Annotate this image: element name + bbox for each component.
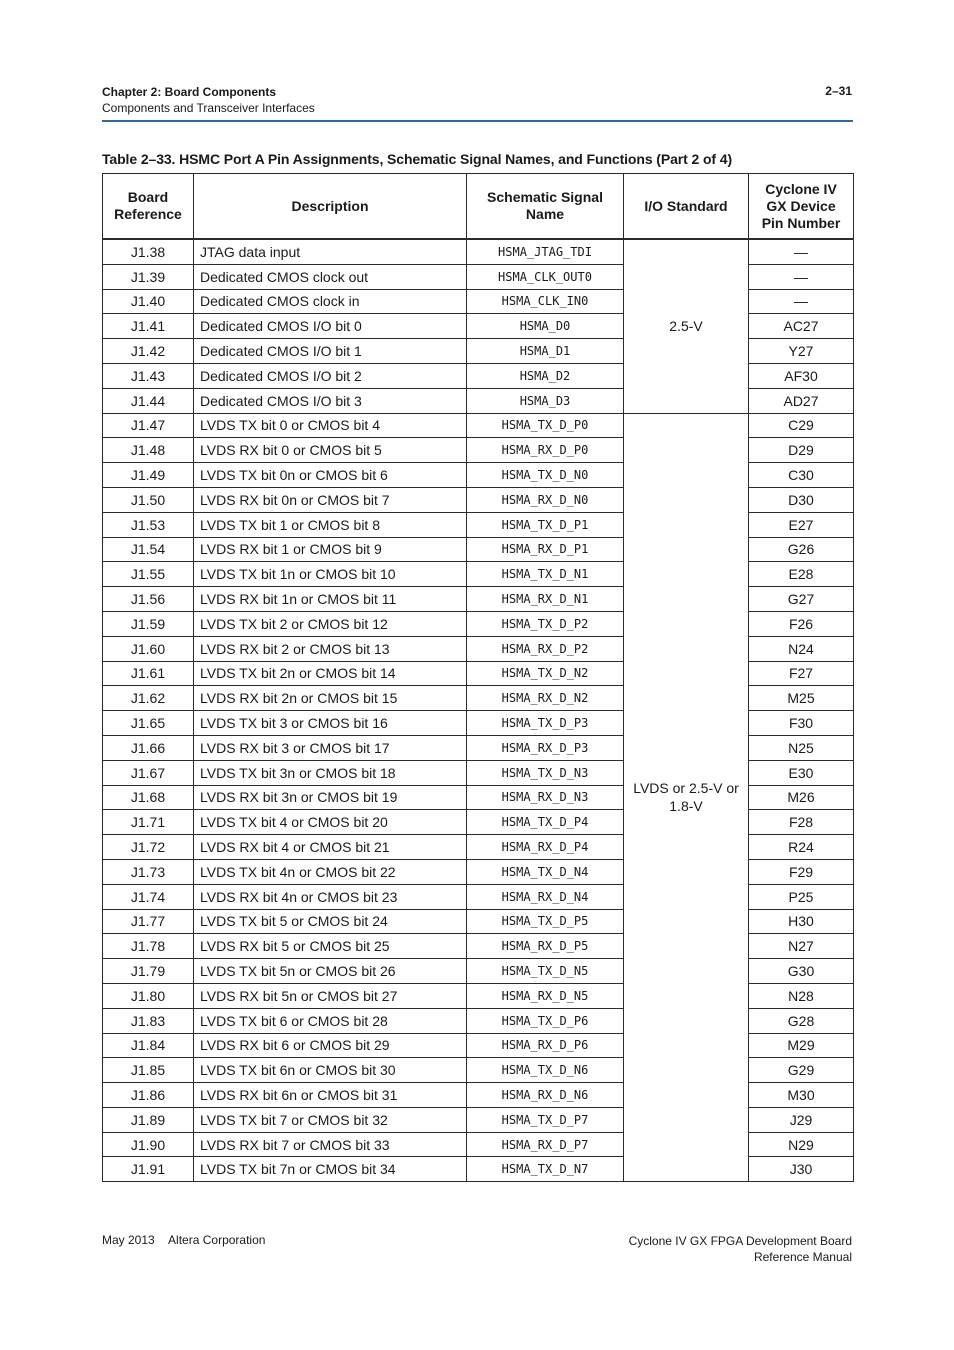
board-reference-cell: J1.73: [103, 859, 194, 884]
board-reference-cell: J1.80: [103, 983, 194, 1008]
col-header-io-standard: I/O Standard: [624, 174, 749, 240]
pin-assignment-table: [102, 173, 854, 1182]
description-cell: LVDS TX bit 0 or CMOS bit 4: [194, 413, 467, 438]
signal-name-cell: HSMA_RX_D_P5: [467, 934, 624, 959]
signal-name-cell: HSMA_TX_D_P3: [467, 711, 624, 736]
pin-number-cell: —: [749, 239, 854, 264]
page-footer-right: [629, 1233, 852, 1265]
table-body: [103, 239, 854, 1182]
board-reference-cell: J1.85: [103, 1058, 194, 1083]
signal-name-cell: HSMA_TX_D_N7: [467, 1157, 624, 1182]
description-cell: Dedicated CMOS I/O bit 1: [194, 339, 467, 364]
pin-number-cell: G28: [749, 1008, 854, 1033]
board-reference-cell: J1.67: [103, 760, 194, 785]
description-cell: LVDS RX bit 5n or CMOS bit 27: [194, 983, 467, 1008]
page-number: 2–31: [825, 84, 852, 98]
pin-number-cell: F28: [749, 810, 854, 835]
description-cell: Dedicated CMOS I/O bit 3: [194, 388, 467, 413]
description-cell: LVDS TX bit 0n or CMOS bit 6: [194, 463, 467, 488]
board-reference-cell: J1.71: [103, 810, 194, 835]
pin-number-cell: R24: [749, 835, 854, 860]
signal-name-cell: HSMA_RX_D_P7: [467, 1132, 624, 1157]
io-standard-cell: LVDS or 2.5-V or 1.8-V: [624, 413, 749, 1182]
board-reference-cell: J1.83: [103, 1008, 194, 1033]
pin-number-cell: AF30: [749, 363, 854, 388]
signal-name-cell: HSMA_RX_D_P0: [467, 438, 624, 463]
board-reference-cell: J1.84: [103, 1033, 194, 1058]
pin-number-cell: M26: [749, 785, 854, 810]
signal-name-cell: HSMA_CLK_IN0: [467, 289, 624, 314]
pin-number-cell: N28: [749, 983, 854, 1008]
description-cell: LVDS RX bit 2 or CMOS bit 13: [194, 636, 467, 661]
pin-number-cell: F30: [749, 711, 854, 736]
col-header-pin-number: Cyclone IV GX Device Pin Number: [749, 174, 854, 240]
pin-number-cell: C30: [749, 463, 854, 488]
signal-name-cell: HSMA_TX_D_N3: [467, 760, 624, 785]
description-cell: LVDS TX bit 6 or CMOS bit 28: [194, 1008, 467, 1033]
pin-number-cell: C29: [749, 413, 854, 438]
table-header-row: [103, 174, 854, 240]
board-reference-cell: J1.48: [103, 438, 194, 463]
signal-name-cell: HSMA_RX_D_P3: [467, 735, 624, 760]
pin-number-cell: G27: [749, 587, 854, 612]
board-reference-cell: J1.53: [103, 512, 194, 537]
pin-number-cell: N27: [749, 934, 854, 959]
signal-name-cell: HSMA_RX_D_N0: [467, 487, 624, 512]
signal-name-cell: HSMA_JTAG_TDI: [467, 239, 624, 264]
description-cell: LVDS RX bit 7 or CMOS bit 33: [194, 1132, 467, 1157]
signal-name-cell: HSMA_TX_D_P5: [467, 909, 624, 934]
description-cell: LVDS RX bit 2n or CMOS bit 15: [194, 686, 467, 711]
table-row: [103, 239, 854, 264]
footer-doc-subtitle: Reference Manual: [753, 1250, 852, 1264]
pin-number-cell: F29: [749, 859, 854, 884]
signal-name-cell: HSMA_RX_D_P4: [467, 835, 624, 860]
pin-number-cell: N25: [749, 735, 854, 760]
signal-name-cell: HSMA_RX_D_N1: [467, 587, 624, 612]
signal-name-cell: HSMA_TX_D_N4: [467, 859, 624, 884]
pin-number-cell: G29: [749, 1058, 854, 1083]
board-reference-cell: J1.66: [103, 735, 194, 760]
board-reference-cell: J1.59: [103, 611, 194, 636]
board-reference-cell: J1.39: [103, 264, 194, 289]
board-reference-cell: J1.79: [103, 959, 194, 984]
signal-name-cell: HSMA_D1: [467, 339, 624, 364]
board-reference-cell: J1.78: [103, 934, 194, 959]
description-cell: LVDS RX bit 5 or CMOS bit 25: [194, 934, 467, 959]
board-reference-cell: J1.49: [103, 463, 194, 488]
signal-name-cell: HSMA_TX_D_N2: [467, 661, 624, 686]
signal-name-cell: HSMA_CLK_OUT0: [467, 264, 624, 289]
pin-number-cell: N24: [749, 636, 854, 661]
board-reference-cell: J1.38: [103, 239, 194, 264]
description-cell: LVDS TX bit 4n or CMOS bit 22: [194, 859, 467, 884]
signal-name-cell: HSMA_RX_D_N2: [467, 686, 624, 711]
signal-name-cell: HSMA_D0: [467, 314, 624, 339]
signal-name-cell: HSMA_TX_D_N1: [467, 562, 624, 587]
board-reference-cell: J1.40: [103, 289, 194, 314]
pin-number-cell: E28: [749, 562, 854, 587]
description-cell: LVDS TX bit 4 or CMOS bit 20: [194, 810, 467, 835]
signal-name-cell: HSMA_TX_D_P2: [467, 611, 624, 636]
pin-number-cell: D29: [749, 438, 854, 463]
description-cell: LVDS RX bit 3 or CMOS bit 17: [194, 735, 467, 760]
signal-name-cell: HSMA_TX_D_N0: [467, 463, 624, 488]
pin-number-cell: H30: [749, 909, 854, 934]
signal-name-cell: HSMA_TX_D_P6: [467, 1008, 624, 1033]
board-reference-cell: J1.43: [103, 363, 194, 388]
description-cell: LVDS RX bit 1 or CMOS bit 9: [194, 537, 467, 562]
pin-number-cell: G30: [749, 959, 854, 984]
chapter-title: Chapter 2: Board Components: [102, 85, 277, 99]
signal-name-cell: HSMA_RX_D_P2: [467, 636, 624, 661]
description-cell: LVDS TX bit 1n or CMOS bit 10: [194, 562, 467, 587]
pin-number-cell: M25: [749, 686, 854, 711]
pin-number-cell: P25: [749, 884, 854, 909]
board-reference-cell: J1.62: [103, 686, 194, 711]
board-reference-cell: J1.56: [103, 587, 194, 612]
section-title: Components and Transceiver Interfaces: [102, 101, 315, 115]
board-reference-cell: J1.50: [103, 487, 194, 512]
board-reference-cell: J1.65: [103, 711, 194, 736]
description-cell: LVDS RX bit 4 or CMOS bit 21: [194, 835, 467, 860]
pin-number-cell: J29: [749, 1107, 854, 1132]
description-cell: LVDS TX bit 2n or CMOS bit 14: [194, 661, 467, 686]
col-header-signal-name: Schematic Signal Name: [467, 174, 624, 240]
pin-number-cell: N29: [749, 1132, 854, 1157]
board-reference-cell: J1.72: [103, 835, 194, 860]
signal-name-cell: HSMA_RX_D_N3: [467, 785, 624, 810]
table-row: [103, 413, 854, 438]
description-cell: LVDS RX bit 6 or CMOS bit 29: [194, 1033, 467, 1058]
board-reference-cell: J1.77: [103, 909, 194, 934]
signal-name-cell: HSMA_RX_D_N5: [467, 983, 624, 1008]
signal-name-cell: HSMA_TX_D_P7: [467, 1107, 624, 1132]
board-reference-cell: J1.68: [103, 785, 194, 810]
pin-number-cell: —: [749, 289, 854, 314]
page-header: [102, 84, 315, 116]
signal-name-cell: HSMA_RX_D_P6: [467, 1033, 624, 1058]
description-cell: LVDS TX bit 5n or CMOS bit 26: [194, 959, 467, 984]
description-cell: Dedicated CMOS clock in: [194, 289, 467, 314]
description-cell: Dedicated CMOS clock out: [194, 264, 467, 289]
description-cell: LVDS RX bit 4n or CMOS bit 23: [194, 884, 467, 909]
description-cell: Dedicated CMOS I/O bit 2: [194, 363, 467, 388]
header-divider: [102, 120, 853, 122]
signal-name-cell: HSMA_D3: [467, 388, 624, 413]
description-cell: LVDS RX bit 0n or CMOS bit 7: [194, 487, 467, 512]
board-reference-cell: J1.54: [103, 537, 194, 562]
board-reference-cell: J1.41: [103, 314, 194, 339]
footer-doc-title: Cyclone IV GX FPGA Development Board: [628, 1234, 852, 1248]
pin-number-cell: G26: [749, 537, 854, 562]
board-reference-cell: J1.61: [103, 661, 194, 686]
signal-name-cell: HSMA_TX_D_P1: [467, 512, 624, 537]
description-cell: LVDS RX bit 0 or CMOS bit 5: [194, 438, 467, 463]
footer-company: Altera Corporation: [168, 1233, 266, 1247]
description-cell: LVDS TX bit 3n or CMOS bit 18: [194, 760, 467, 785]
pin-number-cell: F26: [749, 611, 854, 636]
signal-name-cell: HSMA_TX_D_N5: [467, 959, 624, 984]
pin-number-cell: AC27: [749, 314, 854, 339]
board-reference-cell: J1.47: [103, 413, 194, 438]
board-reference-cell: J1.91: [103, 1157, 194, 1182]
pin-number-cell: Y27: [749, 339, 854, 364]
io-standard-cell: 2.5-V: [624, 239, 749, 413]
footer-date: May 2013: [102, 1233, 155, 1247]
pin-number-cell: E27: [749, 512, 854, 537]
pin-number-cell: J30: [749, 1157, 854, 1182]
signal-name-cell: HSMA_RX_D_N6: [467, 1083, 624, 1108]
description-cell: LVDS TX bit 3 or CMOS bit 16: [194, 711, 467, 736]
pin-number-cell: F27: [749, 661, 854, 686]
description-cell: LVDS RX bit 6n or CMOS bit 31: [194, 1083, 467, 1108]
signal-name-cell: HSMA_RX_D_N4: [467, 884, 624, 909]
description-cell: LVDS TX bit 6n or CMOS bit 30: [194, 1058, 467, 1083]
signal-name-cell: HSMA_RX_D_P1: [467, 537, 624, 562]
signal-name-cell: HSMA_TX_D_P4: [467, 810, 624, 835]
description-cell: LVDS RX bit 1n or CMOS bit 11: [194, 587, 467, 612]
board-reference-cell: J1.74: [103, 884, 194, 909]
description-cell: LVDS TX bit 1 or CMOS bit 8: [194, 512, 467, 537]
page-footer-left: [102, 1233, 265, 1247]
description-cell: LVDS RX bit 3n or CMOS bit 19: [194, 785, 467, 810]
description-cell: LVDS TX bit 2 or CMOS bit 12: [194, 611, 467, 636]
board-reference-cell: J1.89: [103, 1107, 194, 1132]
board-reference-cell: J1.90: [103, 1132, 194, 1157]
board-reference-cell: J1.86: [103, 1083, 194, 1108]
col-header-board-reference: Board Reference: [103, 174, 194, 240]
description-cell: Dedicated CMOS I/O bit 0: [194, 314, 467, 339]
board-reference-cell: J1.60: [103, 636, 194, 661]
pin-number-cell: AD27: [749, 388, 854, 413]
board-reference-cell: J1.55: [103, 562, 194, 587]
col-header-description: Description: [194, 174, 467, 240]
signal-name-cell: HSMA_TX_D_P0: [467, 413, 624, 438]
table-caption: Table 2–33. HSMC Port A Pin Assignments, Schematic Signal Names, and Functions (Part 2 of 4): [102, 151, 733, 167]
pin-number-cell: D30: [749, 487, 854, 512]
pin-number-cell: —: [749, 264, 854, 289]
signal-name-cell: HSMA_TX_D_N6: [467, 1058, 624, 1083]
description-cell: LVDS TX bit 7n or CMOS bit 34: [194, 1157, 467, 1182]
board-reference-cell: J1.42: [103, 339, 194, 364]
pin-number-cell: E30: [749, 760, 854, 785]
description-cell: JTAG data input: [194, 239, 467, 264]
description-cell: LVDS TX bit 5 or CMOS bit 24: [194, 909, 467, 934]
pin-number-cell: M29: [749, 1033, 854, 1058]
signal-name-cell: HSMA_D2: [467, 363, 624, 388]
board-reference-cell: J1.44: [103, 388, 194, 413]
description-cell: LVDS TX bit 7 or CMOS bit 32: [194, 1107, 467, 1132]
pin-number-cell: M30: [749, 1083, 854, 1108]
